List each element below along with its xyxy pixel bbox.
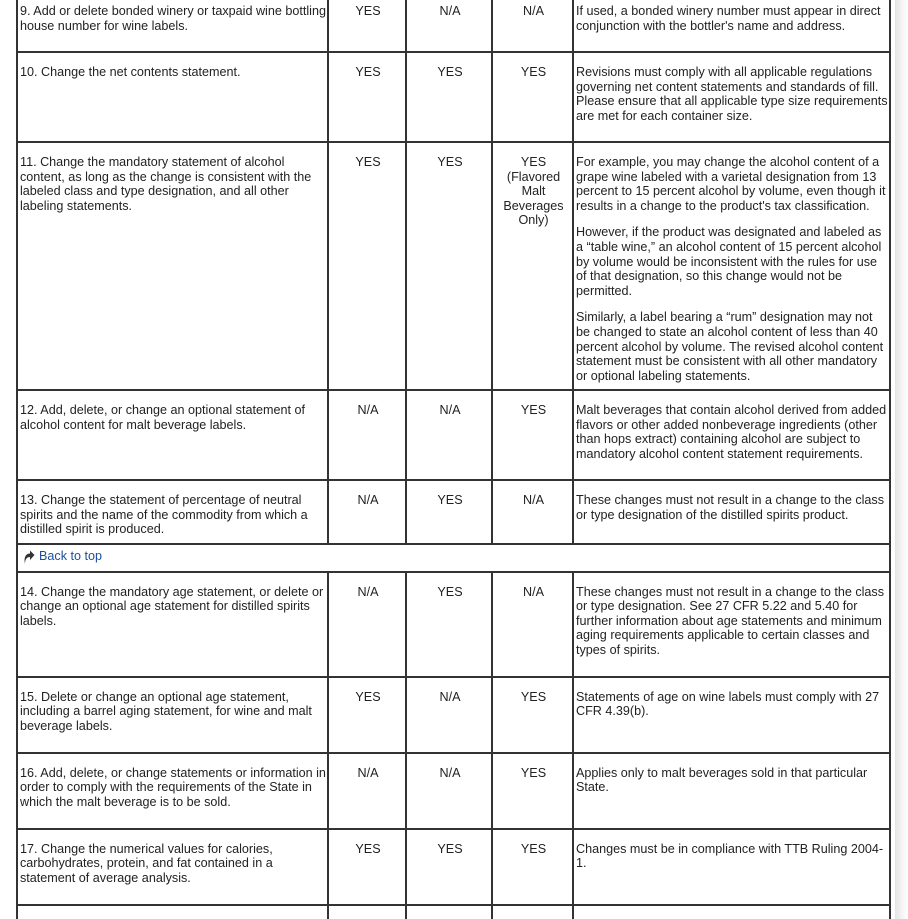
distilled-spirits-value: N/A bbox=[328, 390, 406, 480]
back-to-top-cell bbox=[17, 544, 890, 572]
distilled-spirits-value: N/A bbox=[328, 480, 406, 544]
change-description: 13. Change the statement of percentage of neutral spirits and the name of the commodity from which a distilled spirit is produced. bbox=[17, 480, 328, 544]
page-edge-shadow bbox=[895, 0, 908, 919]
malt-beverage-value: YES (Flavored Malt Beverages Only) bbox=[492, 142, 573, 390]
back-to-top-label: Back to top bbox=[39, 549, 103, 563]
comments-cell bbox=[573, 0, 890, 52]
distilled-spirits-value: N/A bbox=[328, 753, 406, 829]
wine-value: N/A bbox=[406, 677, 492, 753]
wine-value: YES bbox=[406, 142, 492, 390]
distilled-spirits-value: YES bbox=[328, 829, 406, 905]
table-row bbox=[17, 572, 890, 677]
malt-beverage-value: N/A bbox=[492, 480, 573, 544]
wine-value: YES bbox=[406, 829, 492, 905]
change-description: 16. Add, delete, or change statements or information in order to comply with the requirements of the State in which the malt beverage is to be sold. bbox=[17, 753, 328, 829]
change-description bbox=[17, 905, 328, 919]
table-row bbox=[17, 829, 890, 905]
malt-beverage-value: YES bbox=[492, 677, 573, 753]
table-row bbox=[17, 52, 890, 142]
distilled-spirits-value: YES bbox=[328, 0, 406, 52]
back-to-top-link[interactable] bbox=[22, 549, 102, 564]
table-row bbox=[17, 905, 890, 919]
distilled-spirits-value bbox=[328, 905, 406, 919]
back-to-top-row bbox=[17, 544, 890, 572]
malt-beverage-value bbox=[492, 905, 573, 919]
wine-value: N/A bbox=[406, 390, 492, 480]
comment-text: Similarly, a label bearing a “rum” designation may not be changed to state an alcohol content of less than 40 percent alcohol by volume. The revised alcohol content statement must be consistent with all other mandatory or optional labeling statements. bbox=[576, 310, 884, 383]
table-row bbox=[17, 142, 890, 390]
malt-beverage-value: YES bbox=[492, 753, 573, 829]
comments-cell bbox=[573, 753, 890, 829]
table-row bbox=[17, 480, 890, 544]
comment-text: These changes must not result in a change to the class or type designation of the distilled spirits product. bbox=[576, 493, 885, 522]
comment-text: Revisions must comply with all applicable regulations governing net content statements and standards of fill. Please ensure that all applicable type size requirements are met for each container size. bbox=[576, 65, 888, 123]
table-row bbox=[17, 753, 890, 829]
label-changes-table-wrap bbox=[16, 0, 889, 919]
malt-beverage-value: YES bbox=[492, 390, 573, 480]
comments-cell bbox=[573, 829, 890, 905]
up-arrow-icon bbox=[22, 550, 36, 564]
comment-text: Malt beverages that contain alcohol derived from added flavors or other added nonbeverage ingredients (other than hops extract) containing alcohol are subject to mandatory alcohol content statement requirements. bbox=[576, 403, 887, 461]
comment-text: Statements of age on wine labels must comply with 27 CFR 4.39(b). bbox=[576, 689, 880, 719]
malt-beverage-value: YES bbox=[492, 829, 573, 905]
wine-value: YES bbox=[406, 480, 492, 544]
comments-cell bbox=[573, 52, 890, 142]
wine-value: N/A bbox=[406, 0, 492, 52]
wine-value: YES bbox=[406, 572, 492, 677]
table-row bbox=[17, 390, 890, 480]
malt-beverage-value: N/A bbox=[492, 572, 573, 677]
comments-cell bbox=[573, 677, 890, 753]
change-description: 12. Add, delete, or change an optional statement of alcohol content for malt beverage labels. bbox=[17, 390, 328, 480]
comment-text: If used, a bonded winery number must appear in direct conjunction with the bottler's name and address. bbox=[576, 4, 881, 33]
distilled-spirits-value: YES bbox=[328, 52, 406, 142]
wine-value: N/A bbox=[406, 753, 492, 829]
wine-value bbox=[406, 905, 492, 919]
change-description: 10. Change the net contents statement. bbox=[17, 52, 328, 142]
comment-text: For example, you may change the alcohol content of a grape wine labeled with a varietal designation from 13 percent to 15 percent alcohol by volume, even though it results in a change to the product's tax classification. bbox=[576, 155, 886, 213]
change-description: 15. Delete or change an optional age statement, including a barrel aging statement, for wine and malt beverage labels. bbox=[17, 677, 328, 753]
comment-text: Changes must be in compliance with TTB Ruling 2004-1. bbox=[576, 841, 884, 871]
change-description: 14. Change the mandatory age statement, or delete or change an optional age statement for distilled spirits labels. bbox=[17, 572, 328, 677]
table-row bbox=[17, 677, 890, 753]
comments-cell bbox=[573, 572, 890, 677]
comment-text: Applies only to malt beverages sold in that particular State. bbox=[576, 765, 868, 795]
table-row bbox=[17, 0, 890, 52]
comments-cell bbox=[573, 390, 890, 480]
wine-value: YES bbox=[406, 52, 492, 142]
comment-text: These changes must not result in a change to the class or type designation. See 27 CFR 5.22 and 5.40 for further information about age statements and minimum aging requirements applicable to certain classes and types of spirits. bbox=[576, 584, 885, 657]
comment-text: However, if the product was designated and labeled as a “table wine,” an alcohol content of 15 percent alcohol by volume would be inconsistent with the rules for use of that designation, so this change would not be permitted. bbox=[576, 225, 882, 298]
distilled-spirits-value: YES bbox=[328, 677, 406, 753]
comments-cell bbox=[573, 480, 890, 544]
distilled-spirits-value: N/A bbox=[328, 572, 406, 677]
malt-beverage-value: YES bbox=[492, 52, 573, 142]
change-description: 17. Change the numerical values for calories, carbohydrates, protein, and fat contained in a statement of average analysis. bbox=[17, 829, 328, 905]
change-description: 11. Change the mandatory statement of alcohol content, as long as the change is consistent with the labeled class and type designation, and all other labeling statements. bbox=[17, 142, 328, 390]
comments-cell bbox=[573, 905, 890, 919]
malt-beverage-value: N/A bbox=[492, 0, 573, 52]
allowable-label-changes-table bbox=[16, 0, 891, 919]
distilled-spirits-value: YES bbox=[328, 142, 406, 390]
change-description: 9. Add or delete bonded winery or taxpaid wine bottling house number for wine labels. bbox=[17, 0, 328, 52]
comments-cell bbox=[573, 142, 890, 390]
